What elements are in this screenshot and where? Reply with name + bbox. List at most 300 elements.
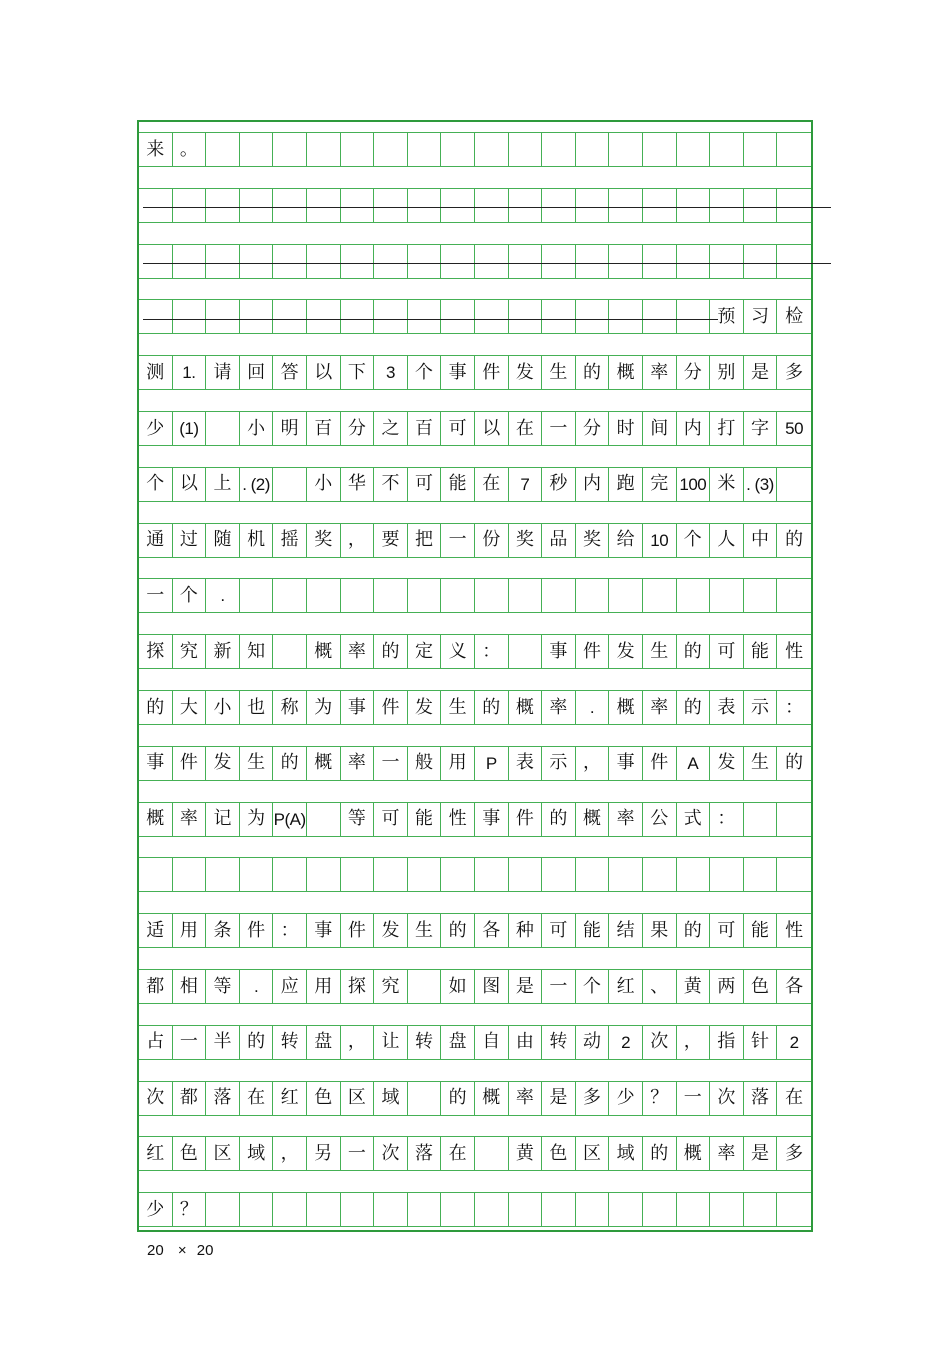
grid-cell: 事 bbox=[542, 635, 576, 668]
grid-cell: 生 bbox=[240, 747, 274, 780]
grid-cell: 小 bbox=[206, 691, 240, 724]
grid-cell: 发 bbox=[408, 691, 442, 724]
grid-cell: 黄 bbox=[509, 1137, 543, 1170]
grid-cell bbox=[475, 300, 509, 333]
grid-row bbox=[139, 411, 811, 446]
grid-cell: 概 bbox=[307, 635, 341, 668]
grid-cell: 明 bbox=[273, 412, 307, 445]
grid-cell: 100 bbox=[677, 468, 711, 501]
grid-cell bbox=[307, 579, 341, 612]
grid-cell bbox=[677, 300, 711, 333]
grid-cell bbox=[677, 858, 711, 891]
grid-cell: ， bbox=[341, 1026, 375, 1059]
grid-cell: 转 bbox=[408, 1026, 442, 1059]
grid-cell: 件 bbox=[341, 914, 375, 947]
grid-cell: 不 bbox=[374, 468, 408, 501]
grid-cell: 别 bbox=[710, 356, 744, 389]
grid-cell bbox=[643, 189, 677, 222]
grid-cell bbox=[374, 300, 408, 333]
grid-cell: 果 bbox=[643, 914, 677, 947]
grid-cell: 率 bbox=[710, 1137, 744, 1170]
grid-cell bbox=[576, 579, 610, 612]
grid-cell: 另 bbox=[307, 1137, 341, 1170]
grid-cell: 概 bbox=[139, 803, 173, 836]
grid-cell: 发 bbox=[509, 356, 543, 389]
grid-cell: 跑 bbox=[609, 468, 643, 501]
grid-cell: 少 bbox=[139, 1193, 173, 1226]
grid-cell bbox=[273, 300, 307, 333]
grid-cell bbox=[408, 245, 442, 278]
grid-cell: 能 bbox=[441, 468, 475, 501]
grid-cell: 两 bbox=[710, 970, 744, 1003]
grid-cell: ？ bbox=[173, 1193, 207, 1226]
grid-cell: 事 bbox=[307, 914, 341, 947]
grid-cell bbox=[441, 300, 475, 333]
grid-cell bbox=[643, 300, 677, 333]
grid-cell: 都 bbox=[173, 1082, 207, 1115]
grid-cell: 把 bbox=[408, 524, 442, 557]
grid-cell: . bbox=[206, 579, 240, 612]
grid-cell: 的 bbox=[643, 1137, 677, 1170]
grid-cell: 可 bbox=[710, 635, 744, 668]
grid-cell: 用 bbox=[441, 747, 475, 780]
grid-cell bbox=[408, 300, 442, 333]
grid-cell: 字 bbox=[744, 412, 778, 445]
grid-cell: 用 bbox=[307, 970, 341, 1003]
grid-row bbox=[139, 1025, 811, 1060]
grid-cell: 给 bbox=[609, 524, 643, 557]
grid-cell: 以 bbox=[307, 356, 341, 389]
grid-cell bbox=[307, 300, 341, 333]
grid-cell: 一 bbox=[139, 579, 173, 612]
grid-row bbox=[139, 132, 811, 167]
grid-cell: ： bbox=[785, 696, 804, 718]
grid-cell bbox=[576, 133, 610, 166]
grid-cell: 区 bbox=[341, 1082, 375, 1115]
grid-cell: 多 bbox=[785, 361, 804, 383]
grid-cell: 摇 bbox=[273, 524, 307, 557]
grid-cell bbox=[307, 803, 341, 836]
grid-cell: 一 bbox=[341, 1137, 375, 1170]
grid-cell bbox=[206, 1193, 240, 1226]
grid-cell: 少 bbox=[139, 412, 173, 445]
grid-cell bbox=[273, 635, 307, 668]
grid-cell: 的 bbox=[677, 914, 711, 947]
times-sign: × bbox=[177, 1242, 187, 1259]
grid-cell bbox=[374, 1193, 408, 1226]
grid-cell: 次 bbox=[139, 1082, 173, 1115]
grid-cell bbox=[643, 245, 677, 278]
grid-cell bbox=[408, 970, 442, 1003]
grid-cell: 自 bbox=[475, 1026, 509, 1059]
grid-cell: 发 bbox=[206, 747, 240, 780]
grid-cell: 以 bbox=[173, 468, 207, 501]
grid-cell: 奖 bbox=[576, 524, 610, 557]
grid-cell: 生 bbox=[744, 747, 778, 780]
grid-cell: 的 bbox=[139, 691, 173, 724]
grid-cell bbox=[609, 133, 643, 166]
grid-cell: 生 bbox=[408, 914, 442, 947]
grid-cell bbox=[777, 858, 811, 891]
grid-cell bbox=[173, 189, 207, 222]
grid-cell: ： bbox=[710, 803, 744, 836]
grid-cell bbox=[509, 579, 543, 612]
grid-cell: 落 bbox=[408, 1137, 442, 1170]
grid-cell: 如 bbox=[441, 970, 475, 1003]
grid-cell: 适 bbox=[139, 914, 173, 947]
grid-cell: P(A) bbox=[273, 803, 307, 836]
grid-cell bbox=[643, 1193, 677, 1226]
grid-cell bbox=[643, 133, 677, 166]
grid-cell: ： bbox=[273, 914, 307, 947]
grid-cell bbox=[777, 579, 811, 612]
grid-cell: 下 bbox=[341, 356, 375, 389]
grid-cell: 的 bbox=[542, 803, 576, 836]
grid-cell: ， bbox=[576, 747, 610, 780]
grid-cell: 性 bbox=[785, 640, 804, 662]
grid-cell: 率 bbox=[542, 691, 576, 724]
grid-cell: 域 bbox=[240, 1137, 274, 1170]
grid-cell: 米 bbox=[710, 468, 744, 501]
grid-cell: 分 bbox=[576, 412, 610, 445]
grid-cell bbox=[374, 189, 408, 222]
answer-underline-2 bbox=[143, 263, 831, 264]
grid-cell: 表 bbox=[710, 691, 744, 724]
grid-cell: 率 bbox=[609, 803, 643, 836]
grid-cell bbox=[341, 245, 375, 278]
grid-cell bbox=[374, 245, 408, 278]
grid-cell: 之 bbox=[374, 412, 408, 445]
grid-cell: 奖 bbox=[307, 524, 341, 557]
grid-cell bbox=[341, 1193, 375, 1226]
grid-cell bbox=[710, 189, 744, 222]
grid-row bbox=[139, 578, 811, 613]
grid-cell bbox=[341, 858, 375, 891]
grid-cell: 在 bbox=[475, 468, 509, 501]
grid-cell bbox=[374, 858, 408, 891]
grid-row bbox=[139, 1081, 811, 1116]
grid-cell: 件 bbox=[240, 914, 274, 947]
grid-cell: 相 bbox=[173, 970, 207, 1003]
grid-cell bbox=[374, 579, 408, 612]
grid-cell: 率 bbox=[643, 356, 677, 389]
grid-cell: 性 bbox=[785, 919, 804, 941]
grid-cell: 2 bbox=[609, 1026, 643, 1059]
grid-cell: 区 bbox=[206, 1137, 240, 1170]
grid-cell: 一 bbox=[542, 970, 576, 1003]
grid-cell bbox=[542, 1193, 576, 1226]
grid-cell: 各 bbox=[785, 975, 804, 997]
grid-cell bbox=[542, 189, 576, 222]
grid-cell bbox=[710, 245, 744, 278]
grid-cell: 能 bbox=[408, 803, 442, 836]
grid-cell bbox=[509, 635, 543, 668]
grid-cell bbox=[441, 189, 475, 222]
grid-cell: 奖 bbox=[509, 524, 543, 557]
grid-cell: 种 bbox=[509, 914, 543, 947]
grid-cell bbox=[273, 468, 307, 501]
grid-cell: 是 bbox=[744, 1137, 778, 1170]
grid-cell: 一 bbox=[677, 1082, 711, 1115]
grid-row bbox=[139, 690, 811, 725]
grid-cell bbox=[273, 189, 307, 222]
grid-cell: 概 bbox=[307, 747, 341, 780]
grid-cell: A bbox=[677, 747, 711, 780]
grid-cell bbox=[509, 245, 543, 278]
grid-cell: 件 bbox=[509, 803, 543, 836]
grid-cell: 是 bbox=[542, 1082, 576, 1115]
grid-cell: 时 bbox=[609, 412, 643, 445]
grid-cell: 率 bbox=[341, 747, 375, 780]
grid-row bbox=[139, 523, 811, 558]
grid-cell: . (2) bbox=[240, 468, 274, 501]
grid-cell bbox=[677, 189, 711, 222]
grid-cell bbox=[139, 858, 173, 891]
grid-cell bbox=[609, 245, 643, 278]
grid-cell: 也 bbox=[240, 691, 274, 724]
grid-cell: 可 bbox=[408, 468, 442, 501]
grid-cell bbox=[475, 1193, 509, 1226]
grid-cell: 概 bbox=[576, 803, 610, 836]
grid-cell bbox=[509, 300, 543, 333]
grid-cell: 的 bbox=[677, 635, 711, 668]
grid-cell: 率 bbox=[509, 1082, 543, 1115]
grid-cell: 为 bbox=[307, 691, 341, 724]
grid-cell: 等 bbox=[206, 970, 240, 1003]
grid-cell: 上 bbox=[206, 468, 240, 501]
grid-cell: 要 bbox=[374, 524, 408, 557]
grid-cell bbox=[408, 858, 442, 891]
grid-cell bbox=[206, 300, 240, 333]
answer-underline-1 bbox=[143, 207, 831, 208]
grid-cell: 为 bbox=[240, 803, 274, 836]
grid-cell bbox=[441, 858, 475, 891]
grid-cell bbox=[609, 189, 643, 222]
grid-cell bbox=[240, 300, 274, 333]
grid-cell bbox=[139, 189, 173, 222]
grid-row bbox=[139, 802, 811, 837]
grid-cell: 概 bbox=[509, 691, 543, 724]
grid-cell: 应 bbox=[273, 970, 307, 1003]
grid-cell bbox=[744, 133, 778, 166]
grid-cell bbox=[273, 579, 307, 612]
grid-cell: 究 bbox=[374, 970, 408, 1003]
grid-cell: 个 bbox=[139, 468, 173, 501]
grid-cell bbox=[744, 245, 778, 278]
grid-columns-count: 20 bbox=[147, 1242, 164, 1259]
grid-cell: 个 bbox=[408, 356, 442, 389]
grid-cell bbox=[576, 189, 610, 222]
grid-cell: 秒 bbox=[542, 468, 576, 501]
grid-cell: ， bbox=[273, 1137, 307, 1170]
grid-cell: ， bbox=[341, 524, 375, 557]
grid-cell bbox=[509, 133, 543, 166]
grid-cell bbox=[710, 133, 744, 166]
grid-cell: 域 bbox=[374, 1082, 408, 1115]
grid-cell: 预 bbox=[710, 300, 744, 333]
grid-cell: 可 bbox=[441, 412, 475, 445]
grid-cell: 打 bbox=[710, 412, 744, 445]
grid-cell bbox=[677, 245, 711, 278]
grid-cell: 域 bbox=[609, 1137, 643, 1170]
grid-cell: 探 bbox=[341, 970, 375, 1003]
grid-cell: 事 bbox=[341, 691, 375, 724]
grid-cell: 机 bbox=[240, 524, 274, 557]
grid-cell: 习 bbox=[744, 300, 778, 333]
grid-cell: 次 bbox=[374, 1137, 408, 1170]
grid-cell: 示 bbox=[542, 747, 576, 780]
grid-cell: 可 bbox=[542, 914, 576, 947]
grid-cell: 指 bbox=[710, 1026, 744, 1059]
grid-cell: 个 bbox=[677, 524, 711, 557]
grid-cell: 盘 bbox=[441, 1026, 475, 1059]
grid-cell bbox=[240, 1193, 274, 1226]
grid-cell bbox=[341, 579, 375, 612]
grid-cell: . (3) bbox=[744, 468, 778, 501]
grid-cell bbox=[307, 189, 341, 222]
grid-cell: . bbox=[240, 970, 274, 1003]
grid-cell bbox=[273, 1193, 307, 1226]
grid-cell bbox=[542, 133, 576, 166]
grid-row bbox=[139, 913, 811, 948]
grid-row bbox=[139, 188, 811, 223]
grid-cell bbox=[475, 858, 509, 891]
grid-cell: 件 bbox=[576, 635, 610, 668]
grid-cell bbox=[173, 300, 207, 333]
grid-cell: 新 bbox=[206, 635, 240, 668]
grid-cell bbox=[677, 133, 711, 166]
grid-cell: 次 bbox=[710, 1082, 744, 1115]
grid-cell: 事 bbox=[609, 747, 643, 780]
grid-cell: 答 bbox=[273, 356, 307, 389]
grid-cell: 图 bbox=[475, 970, 509, 1003]
answer-underline-3 bbox=[143, 319, 718, 320]
grid-cell bbox=[777, 468, 811, 501]
grid-cell bbox=[341, 300, 375, 333]
grid-cell: 50 bbox=[785, 419, 804, 438]
grid-cell: ： bbox=[475, 635, 509, 668]
grid-cell bbox=[677, 1193, 711, 1226]
grid-cell: 生 bbox=[643, 635, 677, 668]
grid-cell bbox=[240, 245, 274, 278]
grid-cell: 在 bbox=[785, 1087, 804, 1109]
grid-cell: 公 bbox=[643, 803, 677, 836]
grid-cell: 分 bbox=[677, 356, 711, 389]
grid-cell bbox=[408, 133, 442, 166]
grid-cell bbox=[509, 858, 543, 891]
grid-cell bbox=[341, 133, 375, 166]
grid-cell bbox=[273, 858, 307, 891]
grid-cell: 完 bbox=[643, 468, 677, 501]
grid-cell: 色 bbox=[542, 1137, 576, 1170]
grid-cell: 随 bbox=[206, 524, 240, 557]
grid-cell bbox=[173, 245, 207, 278]
grid-cell bbox=[475, 189, 509, 222]
grid-cell: 的 bbox=[475, 691, 509, 724]
grid-cell bbox=[441, 245, 475, 278]
grid-cell: 各 bbox=[475, 914, 509, 947]
grid-cell bbox=[643, 858, 677, 891]
grid-cell bbox=[374, 133, 408, 166]
grid-cell: 小 bbox=[307, 468, 341, 501]
grid-cell: 等 bbox=[341, 803, 375, 836]
grid-cell bbox=[576, 1193, 610, 1226]
grid-cell bbox=[475, 133, 509, 166]
grid-cell bbox=[273, 133, 307, 166]
grid-cell: 过 bbox=[173, 524, 207, 557]
grid-cell: 知 bbox=[240, 635, 274, 668]
grid-cell: 落 bbox=[206, 1082, 240, 1115]
grid-cell bbox=[408, 579, 442, 612]
grid-cell bbox=[777, 189, 811, 222]
grid-cell: 事 bbox=[441, 356, 475, 389]
grid-cell bbox=[609, 858, 643, 891]
grid-cell: 件 bbox=[374, 691, 408, 724]
grid-cell: 的 bbox=[576, 356, 610, 389]
grid-cell: 概 bbox=[677, 1137, 711, 1170]
grid-cell bbox=[341, 189, 375, 222]
grid-cell bbox=[777, 133, 811, 166]
grid-row bbox=[139, 1192, 811, 1227]
grid-cell: 落 bbox=[744, 1082, 778, 1115]
grid-cell: 性 bbox=[441, 803, 475, 836]
grid-cell: (1) bbox=[173, 412, 207, 445]
grid-cell: 率 bbox=[173, 803, 207, 836]
grid-cell: 是 bbox=[509, 970, 543, 1003]
grid-cell bbox=[744, 579, 778, 612]
grid-cell: 红 bbox=[609, 970, 643, 1003]
grid-cell: 在 bbox=[441, 1137, 475, 1170]
grid-cell: 内 bbox=[677, 412, 711, 445]
grid-cell bbox=[710, 1193, 744, 1226]
grid-cell: 多 bbox=[785, 1142, 804, 1164]
grid-cell: 来 bbox=[139, 133, 173, 166]
grid-cell: 色 bbox=[744, 970, 778, 1003]
grid-cell: 小 bbox=[240, 412, 274, 445]
grid-row bbox=[139, 355, 811, 390]
grid-cell: 的 bbox=[240, 1026, 274, 1059]
grid-cell: 记 bbox=[206, 803, 240, 836]
grid-cell: 一 bbox=[374, 747, 408, 780]
grid-cell bbox=[643, 579, 677, 612]
grid-cell bbox=[744, 1193, 778, 1226]
grid-cell: 2 bbox=[789, 1032, 799, 1052]
grid-cell bbox=[710, 579, 744, 612]
grid-row bbox=[139, 467, 811, 502]
grid-cell: 件 bbox=[475, 356, 509, 389]
grid-cell bbox=[576, 245, 610, 278]
grid-cell: 一 bbox=[542, 412, 576, 445]
grid-cell: 回 bbox=[240, 356, 274, 389]
grid-cell bbox=[576, 300, 610, 333]
grid-cell bbox=[576, 858, 610, 891]
grid-cell bbox=[441, 133, 475, 166]
grid-row bbox=[139, 244, 811, 279]
grid-cell: 百 bbox=[408, 412, 442, 445]
grid-cell: 检 bbox=[785, 305, 804, 327]
grid-cell: 一 bbox=[441, 524, 475, 557]
grid-cell bbox=[744, 803, 778, 836]
grid-cell: 转 bbox=[273, 1026, 307, 1059]
grid-cell: 7 bbox=[509, 468, 543, 501]
grid-cell: 让 bbox=[374, 1026, 408, 1059]
grid-cell bbox=[609, 300, 643, 333]
grid-cell: . bbox=[576, 691, 610, 724]
grid-cell bbox=[542, 858, 576, 891]
grid-cell bbox=[542, 579, 576, 612]
grid-cell: ？ bbox=[643, 1082, 677, 1115]
grid-cell: 率 bbox=[643, 691, 677, 724]
